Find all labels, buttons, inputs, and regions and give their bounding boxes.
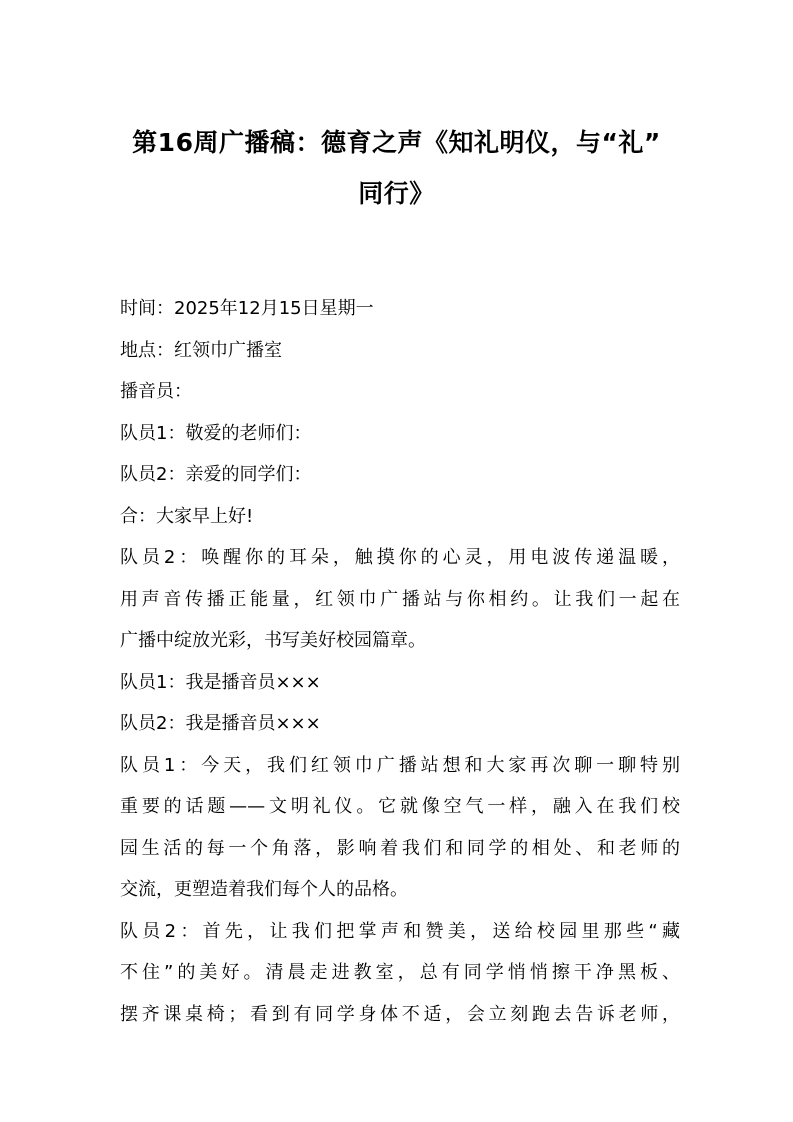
script-line: 队员1：我是播音员×××: [120, 671, 321, 693]
script-line: 用声音传播正能量，红领巾广播站与你相约。让我们一起在: [120, 588, 680, 610]
document-title-line-1: 第16周广播稿：德育之声《知礼明仪，与“礼”: [132, 128, 661, 157]
script-line: 不住”的美好。清晨走进教室，总有同学悄悄擦干净黑板、: [120, 962, 680, 983]
script-line: 队员2：首先，让我们把掌声和赞美，送给校园里那些“藏: [120, 920, 680, 942]
script-line: 队员2：亲爱的同学们：: [120, 464, 312, 485]
script-line: 摆齐课桌椅；看到有同学身体不适，会立刻跑去告诉老师，: [120, 1003, 680, 1025]
script-line: 队员2：唤醒你的耳朵，触摸你的心灵，用电波传递温暖，: [120, 547, 680, 568]
script-line: 重要的话题——文明礼仪。它就像空气一样，融入在我们校: [120, 796, 680, 817]
meta-announcers: 播音员：: [120, 381, 192, 402]
document-title-line-2: 同行》: [358, 179, 435, 208]
script-line: 交流，更塑造着我们每个人的品格。: [120, 879, 408, 900]
script-line: 队员1：敬爱的老师们：: [120, 422, 312, 444]
script-line: 队员1：今天，我们红领巾广播站想和大家再次聊一聊特别: [120, 754, 680, 776]
meta-time: 时间：2025年12月15日星期一: [120, 298, 374, 319]
script-line: 合：大家早上好!: [120, 505, 254, 527]
meta-location: 地点：红领巾广播室: [120, 339, 282, 361]
script-line: 园生活的每一个角落，影响着我们和同学的相处、和老师的: [120, 837, 680, 859]
script-line: 广播中绽放光彩，书写美好校园篇章。: [120, 630, 426, 651]
script-line: 队员2：我是播音员×××: [120, 713, 321, 734]
document-body: [120, 288, 680, 1035]
